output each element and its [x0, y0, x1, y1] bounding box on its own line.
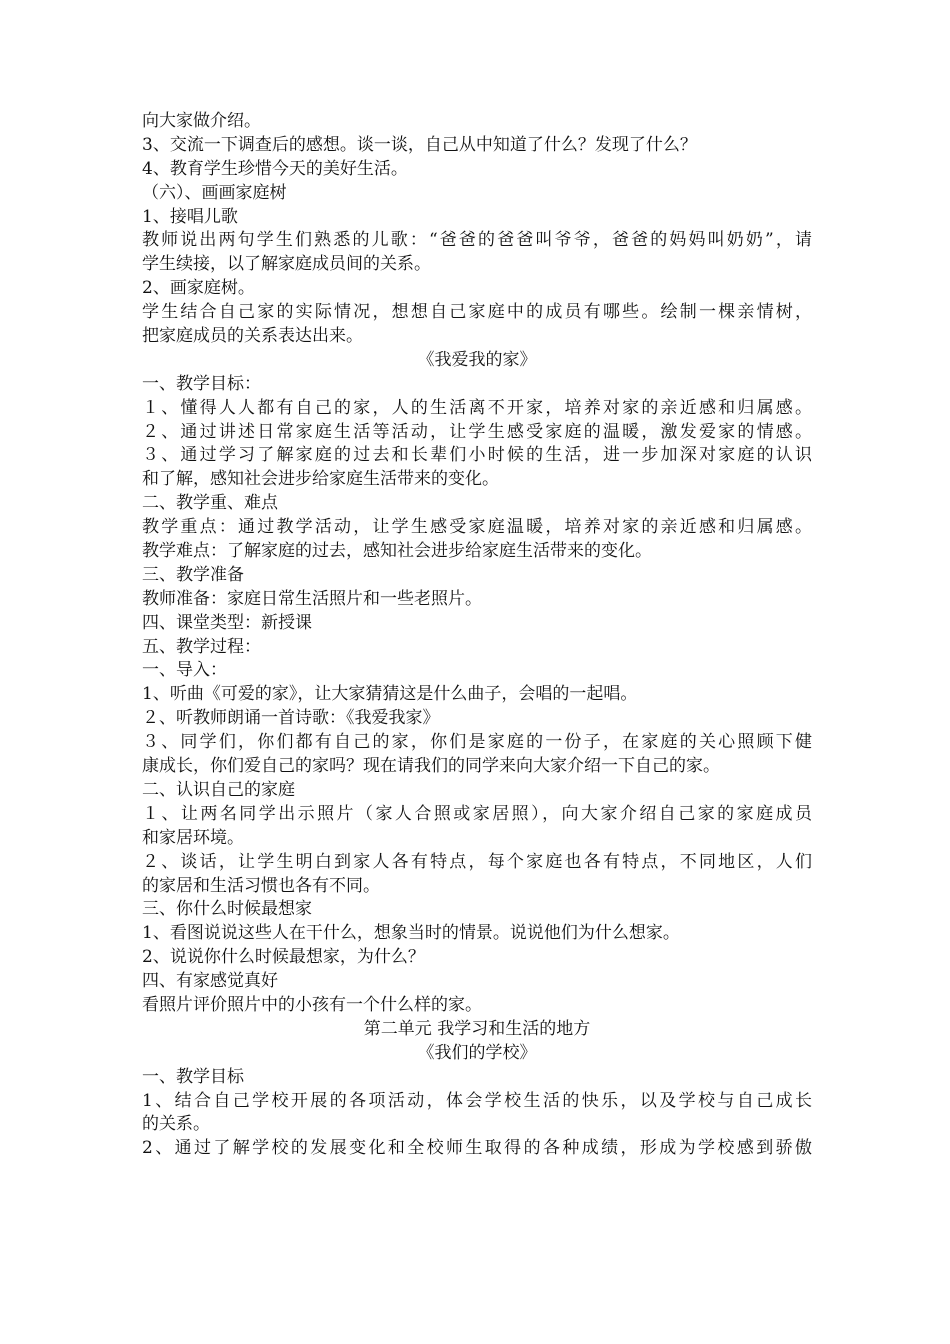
text-line: （六）、画画家庭树	[142, 182, 287, 203]
text-line: 四、有家感觉真好	[142, 971, 278, 992]
text-line: 和了解，感知社会进步给家庭生活带来的变化。	[142, 469, 499, 490]
text-line: 三、你什么时候最想家	[142, 899, 312, 920]
text-line: 把家庭成员的关系表达出来。	[142, 326, 363, 347]
text-line: 四、课堂类型：新授课	[142, 612, 312, 633]
document-page	[142, 110, 812, 1161]
text-line: 和家居环境。	[142, 827, 244, 848]
text-line: 2、画家庭树。	[142, 278, 255, 299]
text-line: 2、通过了解学校的发展变化和全校师生取得的各种成绩，形成为学校感到骄傲	[142, 1138, 812, 1159]
text-line: 一、教学目标：	[142, 373, 261, 394]
text-line: ２、通过讲述日常家庭生活等活动，让学生感受家庭的温暖，激发爱家的情感。	[142, 421, 812, 442]
text-line: 4、教育学生珍惜今天的美好生活。	[142, 158, 408, 179]
text-line: 康成长，你们爱自己的家吗？现在请我们的同学来向大家介绍一下自己的家。	[142, 756, 720, 777]
text-line: 二、认识自己的家庭	[142, 779, 295, 800]
text-line: 2、说说你什么时候最想家，为什么？	[142, 947, 425, 968]
text-line: 的家居和生活习惯也各有不同。	[142, 875, 380, 896]
text-line: 教师说出两句学生们熟悉的儿歌：“爸爸的爸爸叫爷爷，爸爸的妈妈叫奶奶”，请	[142, 230, 812, 251]
text-line: ３、通过学习了解家庭的过去和长辈们小时候的生活，进一步加深对家庭的认识	[142, 445, 812, 466]
text-line: 《我们的学校》	[417, 1042, 537, 1063]
text-line: 的关系。	[142, 1114, 210, 1135]
text-line: 1、听曲《可爱的家》，让大家猜猜这是什么曲子，会唱的一起唱。	[142, 684, 638, 705]
text-line: 二、教学重、难点	[142, 493, 278, 514]
text-line: 1、看图说说这些人在干什么，想象当时的情景。说说他们为什么想家。	[142, 923, 680, 944]
text-line: 学生续接，以了解家庭成员间的关系。	[142, 254, 431, 275]
text-line: ２、谈话，让学生明白到家人各有特点，每个家庭也各有特点，不同地区，人们	[142, 851, 812, 872]
text-line: 教师准备：家庭日常生活照片和一些老照片。	[142, 588, 482, 609]
text-line: 《我爱我的家》	[417, 349, 537, 370]
text-line: 三、教学准备	[142, 564, 244, 585]
text-line: 一、导入：	[142, 660, 227, 681]
text-line: 3、交流一下调查后的感想。谈一谈，自己从中知道了什么？发现了什么？	[142, 134, 697, 155]
text-line: 向大家做介绍。	[142, 111, 261, 131]
text-line: 1、结合自己学校开展的各项活动，体会学校生活的快乐，以及学校与自己成长	[142, 1090, 812, 1111]
text-line: １、懂得人人都有自己的家，人的生活离不开家，培养对家的亲近感和归属感。	[142, 397, 812, 418]
text-line: 第二单元 我学习和生活的地方	[363, 1018, 591, 1039]
text-line: ２、听教师朗诵一首诗歌：《我爱我家》	[142, 708, 440, 729]
text-line: 1、接唱儿歌	[142, 206, 238, 227]
text-line: 看照片评价照片中的小孩有一个什么样的家。	[142, 994, 482, 1015]
text-line: 教学难点：了解家庭的过去，感知社会进步给家庭生活带来的变化。	[142, 541, 652, 562]
text-line: 五、教学过程：	[142, 636, 261, 657]
text-line: １、让两名同学出示照片（家人合照或家居照），向大家介绍自己家的家庭成员	[142, 803, 812, 824]
text-line: ３、同学们，你们都有自己的家，你们是家庭的一份子，在家庭的关心照顾下健	[142, 732, 812, 753]
text-line: 学生结合自己家的实际情况，想想自己家庭中的成员有哪些。绘制一棵亲情树，	[142, 302, 812, 323]
text-line: 教学重点：通过教学活动，让学生感受家庭温暖，培养对家的亲近感和归属感。	[142, 517, 812, 538]
text-line: 一、教学目标	[142, 1066, 244, 1087]
